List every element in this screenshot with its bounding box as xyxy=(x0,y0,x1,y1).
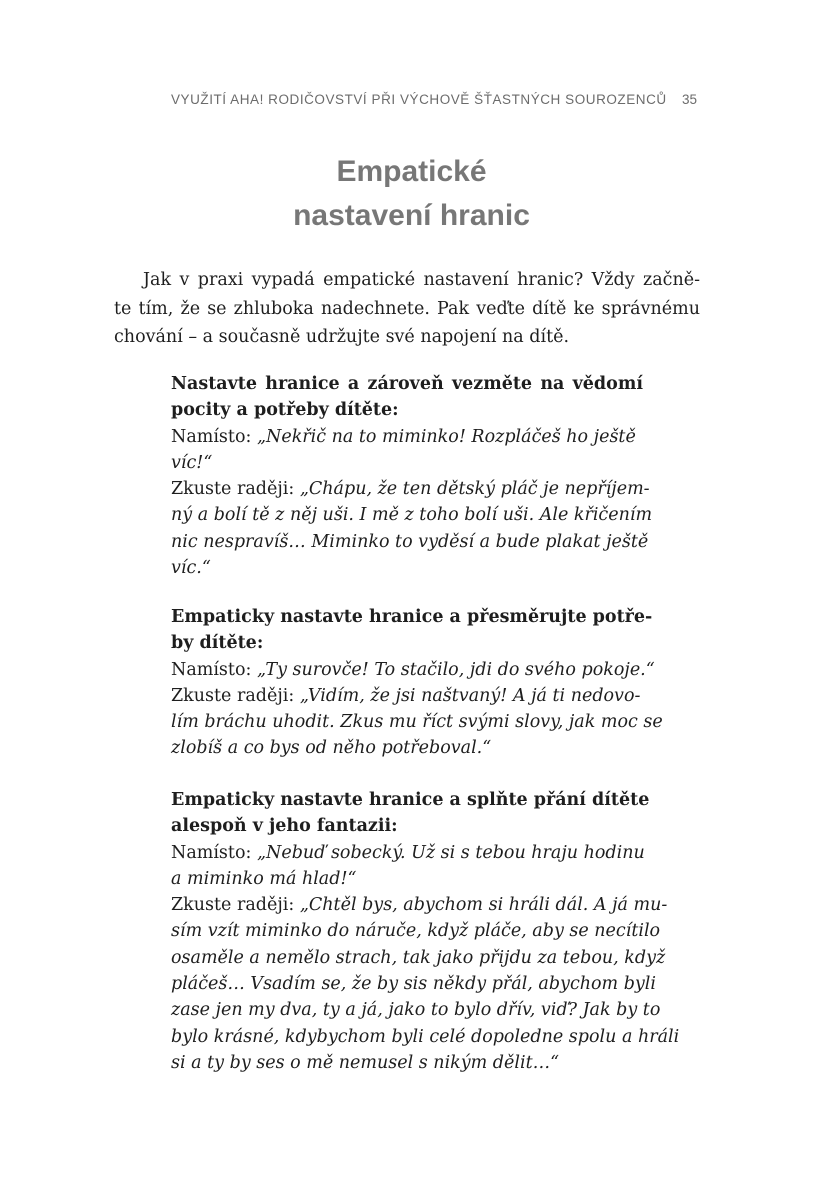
chapter-title-line-1: Empatické xyxy=(336,155,487,188)
instead-label: Namísto: xyxy=(171,842,252,863)
intro-line: te tím, že se zhluboka nadechnete. Pak veďte dítě ke správnému xyxy=(114,298,700,319)
try-quote-line: zlobíš a co bys od něho potřeboval.“ xyxy=(171,738,492,759)
section-heading-line: by dítěte: xyxy=(171,633,264,654)
instead-quote: „Nekřič na to miminko! Rozpláčeš ho ještě xyxy=(256,426,636,447)
instead-line xyxy=(171,657,655,683)
try-label: Zkuste raději: xyxy=(171,479,295,500)
try-quote-line: nic nespravíš… Miminko to vyděsí a bude plakat ještě xyxy=(171,531,649,552)
try-quote: „Vidím, že jsi naštvaný! A já ti nedovo- xyxy=(299,685,641,706)
try-quote: „Chápu, že ten dětský pláč je nepříjem- xyxy=(299,479,650,500)
page-number: 35 xyxy=(682,92,698,107)
section-heading-line: Nastavte hranice a zároveň vezměte na vědomí xyxy=(171,374,643,394)
intro-line: chování – a současně udržujte své napojení na dítě. xyxy=(114,327,570,347)
intro-paragraph xyxy=(114,266,700,352)
try-label: Zkuste raději: xyxy=(171,685,295,706)
section-heading-line: pocity a potřeby dítěte: xyxy=(171,400,399,421)
try-line xyxy=(171,892,668,918)
chapter-title-line-2: nastavení hranic xyxy=(293,199,530,232)
try-line xyxy=(171,683,643,709)
try-quote-line: lím bráchu uhodit. Zkus mu říct svými slovy, jak moc se xyxy=(171,712,663,733)
example-section-1 xyxy=(171,371,653,581)
try-quote-line: bylo krásné, kdybychom byli celé dopoledne spolu a hráli xyxy=(171,1026,680,1047)
example-section-3 xyxy=(171,787,680,1076)
running-header-title: VYUŽITÍ AHA! RODIČOVSTVÍ PŘI VÝCHOVĚ ŠŤASTNÝCH SOUROZENCŮ xyxy=(171,92,667,107)
try-quote-line: si a ty by ses o mě nemusel s nikým dělit…“ xyxy=(171,1052,560,1073)
section-heading-line: alespoň v jeho fantazii: xyxy=(171,816,398,837)
try-line xyxy=(171,476,650,502)
instead-line xyxy=(171,840,643,866)
instead-line xyxy=(171,424,643,450)
try-quote-line: zase jen my dva, ty a já, jako to bylo dřív, viď? Jak by to xyxy=(171,1000,661,1021)
instead-quote-line: víc!“ xyxy=(171,452,213,473)
instead-quote: „Nebuď sobecký. Už si s tebou hraju hodinu xyxy=(256,842,645,863)
try-quote-line: osaměle a nemělo strach, tak jako přijdu za tebou, když xyxy=(171,947,666,968)
example-section-2 xyxy=(171,604,663,762)
try-quote-line: pláčeš… Vsadím se, že by sis někdy přál, abychom byli xyxy=(171,974,656,995)
try-quote-line: sím vzít miminko do náruče, když pláče, aby se necítilo xyxy=(171,921,661,942)
instead-quote: „Ty surovče! To stačilo, jdi do svého pokoje.“ xyxy=(256,659,655,680)
chapter-title xyxy=(0,150,823,238)
try-quote-line: víc.“ xyxy=(171,558,211,579)
instead-label: Namísto: xyxy=(171,659,252,680)
intro-line: Jak v praxi vypadá empatické nastavení hranic? Vždy začně- xyxy=(143,270,700,290)
try-quote-line: ný a bolí tě z něj uši. I mě z toho bolí uši. Ale křičením xyxy=(171,505,653,526)
try-label: Zkuste raději: xyxy=(171,895,295,916)
try-quote: „Chtěl bys, abychom si hráli dál. A já mu- xyxy=(299,895,668,916)
instead-label: Namísto: xyxy=(171,426,252,447)
instead-quote-line: a miminko má hlad!“ xyxy=(171,868,357,889)
section-heading-line: Empaticky nastavte hranice a splňte přání dítěte xyxy=(171,790,650,810)
section-heading-line: Empaticky nastavte hranice a přesměrujte potře- xyxy=(171,607,653,627)
